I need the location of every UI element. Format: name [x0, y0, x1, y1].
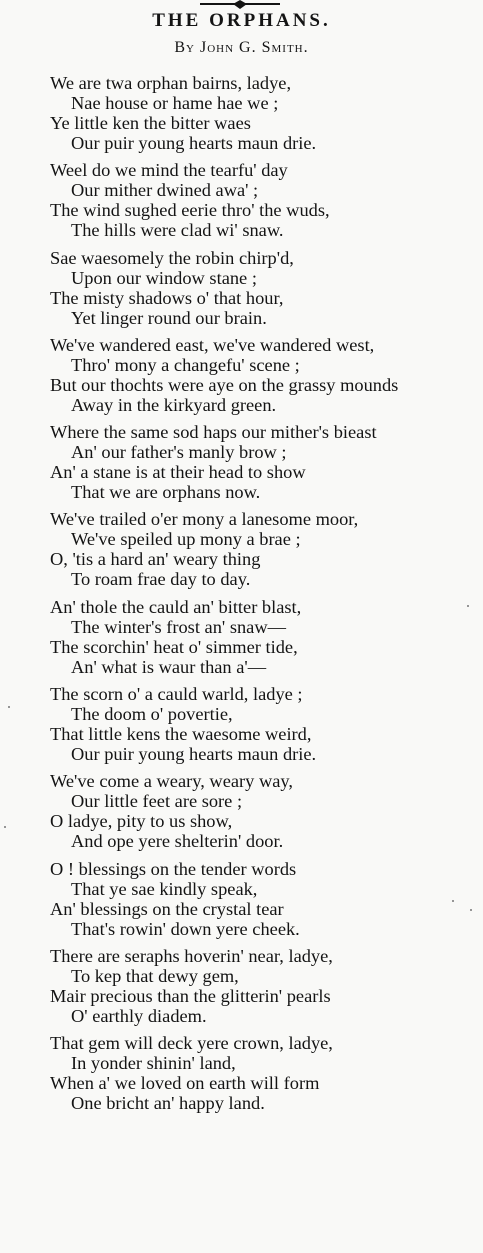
poem-line: Nae house or hame hae we ;	[71, 93, 279, 113]
poem-line: That gem will deck yere crown, ladye,	[50, 1033, 333, 1054]
print-speck	[470, 909, 472, 911]
print-speck	[452, 900, 454, 902]
poem-byline: By John G. Smith.	[174, 39, 309, 56]
poem-line: Sae waesomely the robin chirp'd,	[50, 247, 294, 268]
stanza	[50, 248, 480, 328]
poem-line: O ladye, pity to us show,	[50, 811, 233, 832]
poem-line: The scorchin' heat o' simmer tide,	[50, 636, 298, 657]
poem-line: O' earthly diadem.	[71, 1005, 207, 1026]
stanza	[50, 509, 480, 589]
poem-line: To kep that dewy gem,	[71, 965, 239, 986]
poem-line: The misty shadows o' that hour,	[50, 287, 284, 308]
rule-ornament-icon	[200, 0, 280, 10]
stanza	[50, 946, 480, 1026]
poem-line: Mair precious than the glitterin' pearls	[50, 985, 331, 1006]
poem-line: That's rowin' down yere cheek.	[71, 918, 300, 939]
poem-line: The doom o' povertie,	[71, 704, 233, 725]
poem-line: An' what is waur than a'—	[71, 656, 267, 677]
poem-line: Thro' mony a changefu' scene ;	[71, 354, 300, 375]
poem-line: In yonder shinin' land,	[71, 1053, 236, 1074]
stanza	[50, 684, 480, 764]
stanza	[50, 73, 480, 153]
poem-line: Upon our window stane ;	[71, 267, 257, 288]
poem-line: Our mither dwined awa' ;	[71, 180, 259, 201]
poem-line: Weel do we mind the tearfu' day	[50, 160, 288, 181]
poem-line: But our thochts were aye on the grassy mounds	[50, 374, 399, 395]
poem-line: That we are orphans now.	[71, 482, 261, 503]
poem-line: Our puir young hearts maun drie.	[71, 744, 317, 765]
print-speck	[467, 605, 469, 607]
poem-line: We've come a weary, weary way,	[50, 771, 293, 792]
stanza	[50, 597, 480, 677]
poem-line: The winter's frost an' snaw—	[71, 616, 287, 637]
poem-line: An' a stane is at their head to show	[50, 462, 306, 483]
poem-line: Where the same sod haps our mither's bieast	[50, 422, 377, 443]
poem-line: An' thole the cauld an' bitter blast,	[50, 596, 302, 617]
poem-line: The hills were clad wi' snaw.	[71, 220, 284, 241]
poem-line: Our puir young hearts maun drie.	[71, 133, 317, 153]
stanza	[50, 160, 480, 240]
poem-title: THE ORPHANS.	[152, 10, 331, 31]
print-speck	[8, 706, 10, 708]
stanza	[50, 335, 480, 415]
stanza	[50, 859, 480, 939]
poem-line: We've speiled up mony a brae ;	[71, 529, 301, 550]
poem-line: Away in the kirkyard green.	[71, 394, 277, 415]
poem-line: We've trailed o'er mony a lanesome moor,	[50, 509, 359, 530]
poem-line: Our little feet are sore ;	[71, 791, 243, 812]
poem-line: There are seraphs hoverin' near, ladye,	[50, 945, 333, 966]
print-speck	[4, 826, 6, 828]
poem-line: An' blessings on the crystal tear	[50, 898, 284, 919]
poem-body	[50, 73, 480, 1121]
poem-line: And ope yere shelterin' door.	[71, 831, 284, 852]
poem-line: Yet linger round our brain.	[71, 307, 267, 328]
poem-line: We are twa orphan bairns, ladye,	[50, 73, 292, 93]
poem-line: That little kens the waesome weird,	[50, 724, 312, 745]
poem-line: O ! blessings on the tender words	[50, 858, 297, 879]
poem-line: One bricht an' happy land.	[71, 1093, 265, 1114]
poem-line: Ye little ken the bitter waes	[50, 113, 251, 133]
poem-line: When a' we loved on earth will form	[50, 1073, 320, 1094]
poem-line: The wind sughed eerie thro' the wuds,	[50, 200, 330, 221]
stanza	[50, 1033, 480, 1113]
poem-line: An' our father's manly brow ;	[71, 442, 287, 463]
poem-line: That ye sae kindly speak,	[71, 878, 258, 899]
poem-line: O, 'tis a hard an' weary thing	[50, 549, 261, 570]
stanza	[50, 422, 480, 502]
poem-line: The scorn o' a cauld warld, ladye ;	[50, 684, 303, 705]
poem-line: To roam frae day to day.	[71, 569, 251, 590]
poem-line: We've wandered east, we've wandered west,	[50, 334, 375, 355]
stanza	[50, 771, 480, 851]
